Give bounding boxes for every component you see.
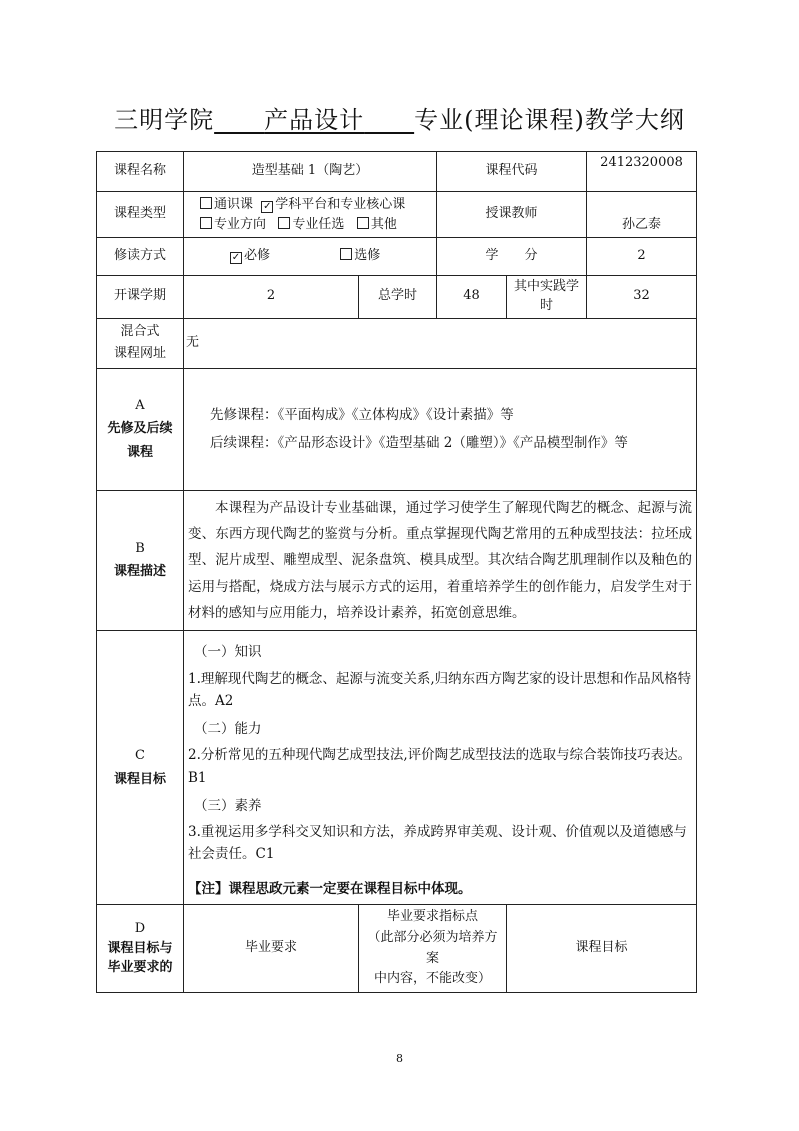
row-mixed-url [97, 318, 697, 368]
goal-knowledge: 1.理解现代陶艺的概念、起源与流变关系,归纳东西方陶艺家的设计思想和作品风格特点。A2 [188, 670, 692, 709]
semester-label: 开课学期 [97, 276, 184, 319]
teacher-value: 孙乙泰 [587, 192, 697, 238]
practice-hours-value: 32 [587, 276, 697, 319]
study-mode-label: 修读方式 [97, 238, 184, 276]
course-name-value: 造型基础 1（陶艺） [184, 152, 437, 192]
section-a-row [97, 368, 697, 490]
page-number: 8 [396, 1052, 403, 1065]
checkbox-checked-icon: ✓ [263, 201, 272, 212]
practice-hours-label: 其中实践学时 [507, 276, 587, 319]
followup-courses: 后续课程：《产品形态设计》《造型基础 2（雕塑）》《产品模型制作》等 [210, 435, 628, 452]
course-description: 本课程为产品设计专业基础课，通过学习使学生了解现代陶艺的概念、起源与流变、东西方现代陶艺的鉴赏与分析。重点掌握现代陶艺常用的五种成型技法：拉坯成型、泥片成型、雕塑成型、泥条盘筑、模具成型。其次结合陶艺肌理制作以及釉色的运用与搭配，烧成方法与展示方式的运用，着重培养学生的创作能力，启发学生对于材料的感知与应用能力，培养设计素养，拓宽创意思维。 [184, 490, 697, 631]
credits-value: 2 [587, 238, 697, 276]
checkbox-icon [278, 217, 290, 229]
course-goals [184, 631, 697, 905]
page-title: 三明学院 产品设计 专业(理论课程)教学大纲 [114, 106, 685, 134]
section-c-label: C 课程目标 [97, 631, 184, 905]
section-b-row [97, 490, 697, 631]
checkbox-icon [340, 248, 352, 260]
section-d-label: D 课程目标与 毕业要求的 [97, 904, 184, 992]
row-study-mode [97, 238, 697, 276]
course-code-value: 2412320008 [587, 152, 697, 192]
goal-heading-knowledge: （一）知识 [194, 644, 262, 661]
semester-value: 2 [184, 276, 359, 319]
section-d-row [97, 904, 697, 992]
study-mode-options: ✓ 必修 选修 [184, 238, 437, 276]
total-hours-value: 48 [437, 276, 507, 319]
section-a-content [184, 368, 697, 490]
graduation-requirement-header: 毕业要求 [184, 904, 359, 992]
checkbox-checked-icon: ✓ [231, 252, 241, 264]
goal-heading-literacy: （三）素养 [194, 797, 262, 814]
section-b-label: B 课程描述 [97, 490, 184, 631]
prerequisite-courses: 先修课程：《平面构成》《立体构成》《设计素描》等 [210, 406, 514, 423]
checkbox-icon [200, 217, 212, 229]
course-type-options: 通识课 ✓ 学科平台和专业核心课 专业方向 专业任选 其他 [184, 192, 437, 238]
goal-heading-ability: （二）能力 [194, 721, 262, 738]
row-course-name [97, 152, 697, 192]
checkbox-icon [357, 217, 369, 229]
mixed-url-label: 混合式 课程网址 [97, 318, 184, 368]
title-major: 产品设计 [264, 106, 365, 134]
course-code-label: 课程代码 [437, 152, 587, 192]
course-type-label: 课程类型 [97, 192, 184, 238]
course-name-label: 课程名称 [97, 152, 184, 192]
goal-literacy: 3.重视运用多学科交叉知识和方法，养成跨界审美观、设计观、价值观以及道德感与社会责任。C1 [188, 824, 687, 863]
goal-ability: 2.分析常见的五种现代陶艺成型技法,评价陶艺成型技法的选取与综合装饰技巧表达。B1 [188, 747, 692, 786]
mixed-url-value: 无 [184, 318, 697, 368]
checkbox-icon [200, 197, 212, 209]
course-goal-header: 课程目标 [507, 904, 697, 992]
teacher-label: 授课教师 [437, 192, 587, 238]
row-semester [97, 276, 697, 319]
section-c-row [97, 631, 697, 905]
row-course-type [97, 192, 697, 238]
total-hours-label: 总学时 [359, 276, 437, 319]
section-a-label: A 先修及后续 课程 [97, 368, 184, 490]
requirement-indicator-header: 毕业要求指标点 （此部分必须为培养方案 中内容，不能改变） [359, 904, 507, 992]
credits-label: 学 分 [437, 238, 587, 276]
goal-note: 【注】课程思政元素一定要在课程目标中体现。 [188, 880, 472, 897]
syllabus-table [96, 151, 697, 993]
